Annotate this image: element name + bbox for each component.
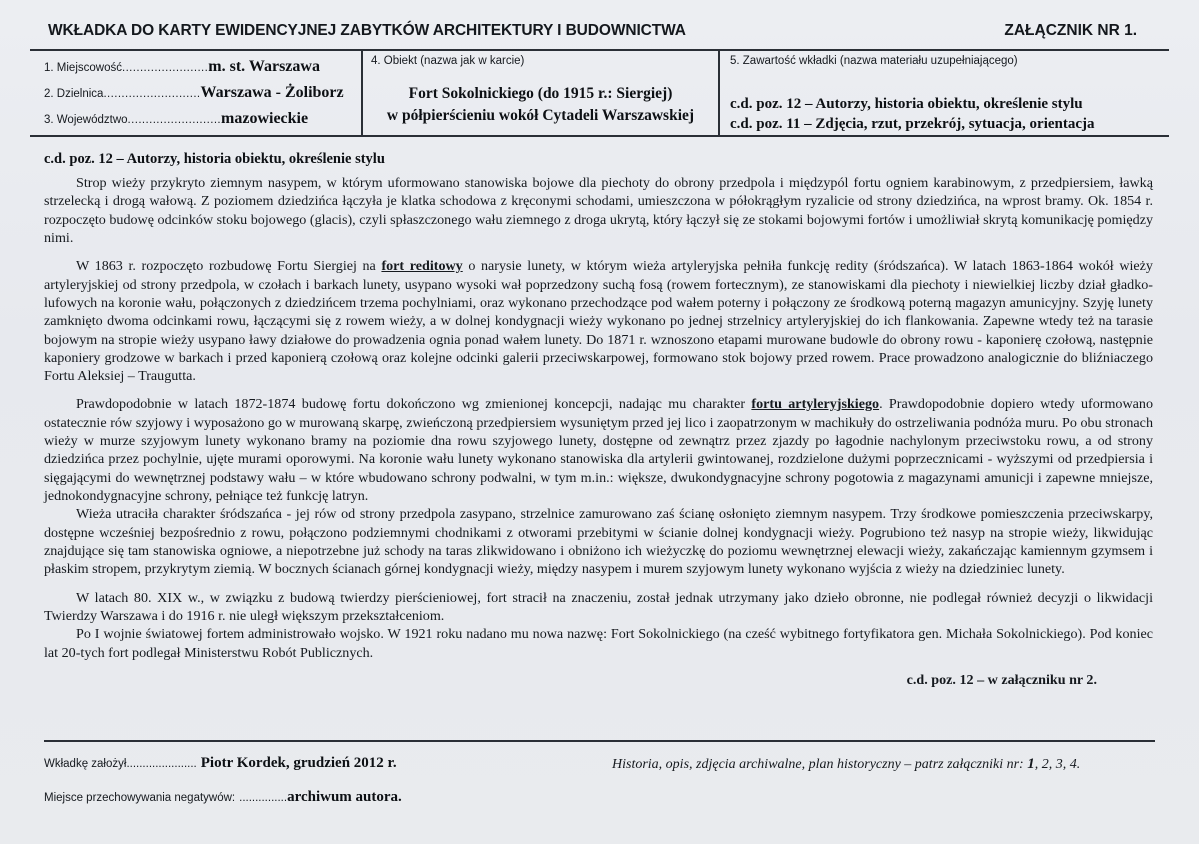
footer-right-column (604, 754, 1155, 822)
body-paragraph-6: Po I wojnie światowej fortem administrowało wojsko. W 1921 roku nadano mu nowa nazwę: Fort Sokolnickiego (na cześć wybitnego fortyfikatora gen. Michała Sokolnickiego). Pod koniec lat 20-tych fort podlegał Ministerstwu Robót Publicznych. (44, 626, 1153, 661)
field-row-miejscowosc (44, 58, 355, 84)
footer-row-negatives (44, 788, 604, 806)
document-title-row (30, 0, 1169, 40)
field-label-obiekt: 4. Obiekt (nazwa jak w karcie) (371, 55, 525, 67)
field-label-wojewodztwo: 3. Województwo (44, 114, 128, 126)
body-paragraph-5: W latach 80. XIX w., w związku z budową twierdzy pierścieniowej, fort stracił na znaczeniu, został jednak utrzymany jako dzieło obronne, nie podlegał również decyzji o likwidacji Twierdzy Warszawa i do 1916 r. nie uległ większym przekształceniom. (44, 589, 1153, 624)
body-paragraph-4: Wieża utraciła charakter śródszańca - jej rów od strony przedpola zasypano, strzelnice zamurowano zaś ścianę osłonięto ziemnym nasypem. Trzy środkowe pomieszczenia przeciwskarpy, dostępne wcześniej bezpośrednio z rowu, połączono podziemnymi chodnikami z otworami przebitymi w ścianie dolnej kondygnacji wieży. Pogrubiono też nasyp na stropie wieży, likwidując znajdujące się tam stanowiska ogniowe, a niepotrzebne już schody na taras zlikwidowano i obniżono ich wieżyczkę do poziomu wewnętrznej elewacji wieży, zakańczając kamiennym gzymsem i płaskim stropem, przykrytym ziemią. W bocznych ścianach górnej kondygnacji wieży, między nasypem i murem szyjowym lunety wykonano wyjścia z wieży na dziedziniec lunety. (44, 506, 1153, 578)
paragraph-3-emphasis: fortu artyleryjskiego (751, 396, 880, 413)
header-cell-contents (718, 51, 1169, 135)
annex-number: ZAŁĄCZNIK NR 1. (1004, 22, 1137, 39)
field-row-dzielnica (44, 84, 355, 110)
paragraph-2-emphasis: fort reditowy (381, 258, 463, 275)
dot-leader: ...................... (126, 758, 197, 770)
continuation-note: c.d. poz. 12 – w załączniku nr 2. (906, 671, 1097, 688)
attachments-note-text-a: Historia, opis, zdjęcia archiwalne, plan historyczny – patrz załączniki nr: (612, 757, 1028, 772)
field-value-wojewodztwo: mazowieckie (221, 110, 309, 127)
field-label-zawartosc: 5. Zawartość wkładki (nazwa materiału uzupełniającego) (730, 55, 1018, 67)
header-cell-object (361, 51, 718, 135)
dot-leader: .......................... (127, 114, 222, 126)
section-heading: c.d. poz. 12 – Autorzy, historia obiektu, określenie stylu (44, 151, 385, 167)
footer-value-author: Piotr Kordek, grudzień 2012 r. (200, 755, 397, 771)
paragraph-3-text-b: . Prawdopodobnie dopiero wtedy uformowano ostatecznie rów szyjowy i wyposażono go w murowaną skarpę, zwieńczoną przedpiersiem wysuniętym przed jej lico i zaopatrzonym w machikuły do ostrzeliwania podnóża muru. Po obu stronach wieży w murze szyjowym lunety wykonano bramy na poziomie dna rowu szyjowego lunety, dostępne od zewnątrz przez zjazdy po łagodnie nachylonym przeciwstoku rowu, a od strony dziedzińca przez pochylnie, ujęte murami oporowymi. Na koronie wału lunety wykonano stanowiska dla artylerii gwintowanej, rozdzielone dużymi poprzecznicami - wyższymi od przedpiersia i sięgającymi do wewnętrznej podstawy wału – w które wbudowano schrony podwalni, w tym m.in.: większe, dwukondygnacyjne schrony pogotowia z magazynami amunicji i zapewne mniejsze, jednokondygnacyjne schrony, pełniące też funkcję latryn. (44, 396, 1153, 504)
field-label-dzielnica: 2. Dzielnica (44, 88, 104, 100)
header-cell-location (30, 51, 361, 135)
field-value-zawartosc (730, 94, 1161, 135)
body-paragraph-3 (44, 395, 1153, 505)
paragraph-2-text-a: W 1863 r. rozpoczęto rozbudowę Fortu Siergiej na (76, 258, 382, 275)
dot-leader: ............... (239, 792, 288, 804)
field-value-obiekt (371, 83, 710, 128)
field-value-dzielnica: Warszawa - Żoliborz (200, 84, 344, 101)
paragraph-2-text-b: o narysie lunety, w którym wieża artyleryjska pełniła funkcję redity (śródszańca). W latach 1863-1864 wokół wieży artyleryjskiej od strony przedpola, w czołach i barkach lunety, usypano wysoki wał poprzedzony suchą fosą (rowem fortecznym), ze stanowiskami dla piechoty i niewielkiej liczby dział gładko-lufowych na koronie wału, połączonych z dziedzińcem trzema pochylniami, oraz wykonano przechodzące pod wałem poterny i połączony ze środkową poterną magazyn amunicyjny. Szyję lunety zamknięto dwoma odcinkami rowu, łączącymi się z rowem wieży, a w dolnej kondygnacji wieży wykonano po jednej strzelnicy artyleryjskiej do ich flankowania. Zapewne wtedy też na tarasie bojowym na stropie wieży usypano ławy działowe do prowadzenia ognia ponad wałem lunety. Do 1871 r. wznoszono etapami murowane budowle do obrony rowu - kaponierę czołową, następnie kaponiery grodzowe w barkach i przed kaponierą czołową oraz kolejne odcinki galerii przeciwskarpowej, formowano stok bojowy przed rowem. Prace prowadzono analogicznie do bliźniaczego Fortu Aleksiej – Traugutta. (44, 258, 1153, 385)
footer-row-author (44, 754, 604, 772)
field-value-miejscowosc: m. st. Warszawa (208, 58, 320, 75)
footer-left-column (44, 754, 604, 822)
footer-grid (30, 742, 1169, 822)
attachments-note (612, 756, 1155, 773)
page-title: WKŁADKA DO KARTY EWIDENCYJNEJ ZABYTKÓW ARCHITEKTURY I BUDOWNICTWA (48, 22, 686, 39)
footer-label-negatives: Miejsce przechowywania negatywów: (44, 792, 236, 804)
object-name-line-2: w półpierścieniu wokół Cytadeli Warszawskiej (386, 107, 695, 125)
field-label-miejscowosc: 1. Miejscowość (44, 62, 122, 74)
document-footer (30, 740, 1169, 822)
contents-line-2: c.d. poz. 11 – Zdjęcia, rzut, przekrój, sytuacja, orientacja (730, 116, 1095, 133)
footer-label-author: Wkładkę założył (44, 758, 127, 770)
dot-leader: ........................ (121, 62, 209, 74)
dot-leader: ........................... (103, 88, 201, 100)
object-name-line-1: Fort Sokolnickiego (do 1915 r.: Siergiej) (408, 84, 673, 102)
paragraph-3-text-a: Prawdopodobnie w latach 1872-1874 budowę fortu dokończono wg zmienionej koncepcji, nadając mu charakter (76, 396, 752, 413)
field-row-wojewodztwo (44, 110, 355, 136)
body-paragraph-2 (44, 257, 1153, 385)
body-paragraph-1: Strop wieży przykryto ziemnym nasypem, w którym uformowano stanowiska bojowe dla piechoty do obrony przedpola i międzypól fortu ogniem karabinowym, z przedpiersiem, ławką strzelecką i drogą wałową. Z poziomem dziedzińca łączyła je klatka schodowa z kręconymi schodami, umieszczona w półokrągłym ryzalicie od strony dziedzińca, na wprost bramy. Ok. 1854 r. rozpoczęto budowę odcinków stoku bojowego (glacis), czyli spłaszczonego wału ziemnego z droga ukrytą, który łączył się ze stokami bojowymi fortów i umożliwiał skrytą komunikację pomiędzy nimi. (44, 175, 1153, 246)
contents-line-1: c.d. poz. 12 – Autorzy, historia obiektu, określenie stylu (730, 95, 1083, 112)
attachments-note-text-b: , 2, 3, 4. (1034, 757, 1081, 772)
attachments-note-number: 1 (1027, 756, 1035, 772)
document-body (30, 151, 1169, 689)
footer-value-negatives: archiwum autora. (287, 789, 402, 805)
header-table (30, 49, 1169, 137)
